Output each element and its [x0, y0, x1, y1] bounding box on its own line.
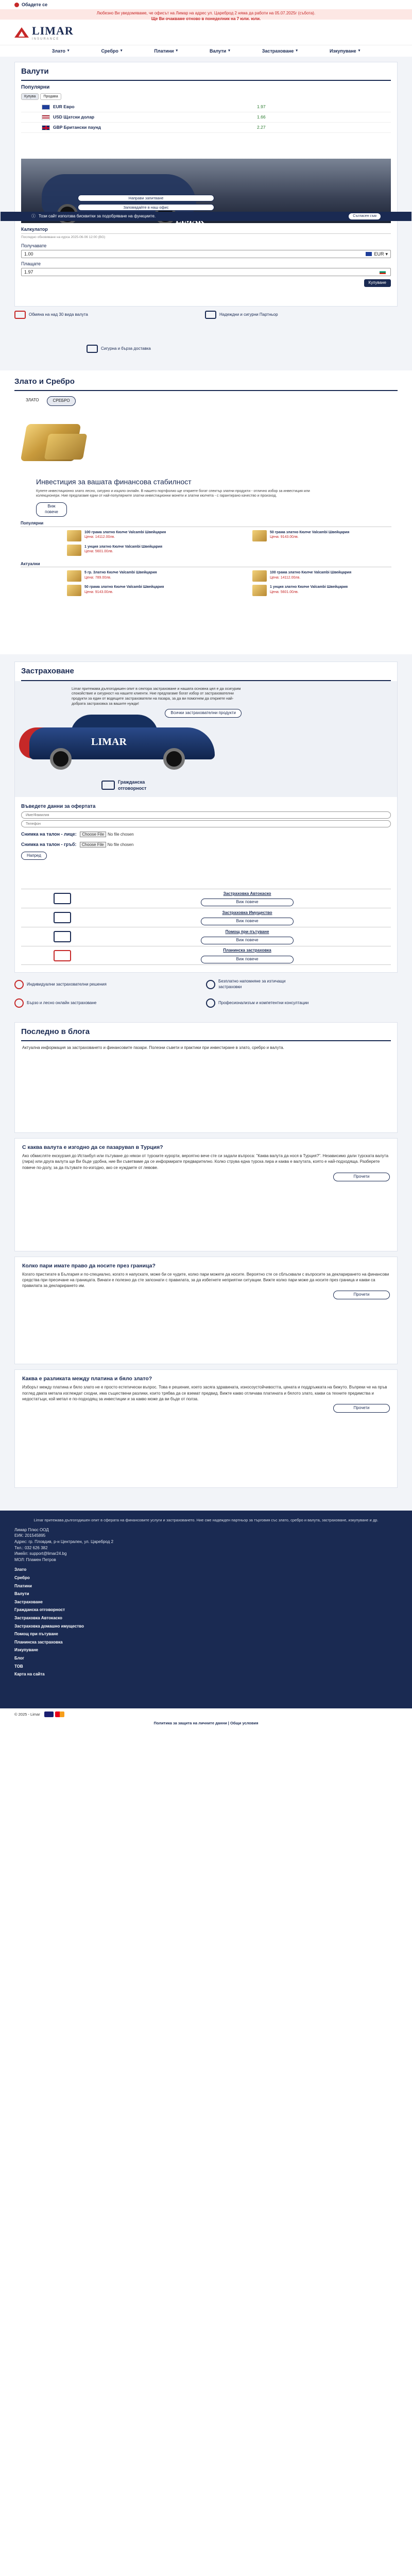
article-title[interactable]: С каква валута е изгодно да се пазаруваn в Турция? — [22, 1144, 163, 1151]
insurance-features — [14, 973, 398, 1012]
insurance-card-title[interactable]: Застраховка Имущество — [222, 910, 272, 915]
footer-link[interactable]: Помощ при пътуване — [14, 1632, 58, 1637]
article-title[interactable]: Каква е разликата между платина и бяло злато? — [22, 1376, 152, 1382]
article-title[interactable]: Колко пари имате право да носите през граница? — [22, 1262, 156, 1269]
receive-label: Получавате — [21, 243, 47, 249]
product-name: 50 грама златно Кюлче Valcambi Швейцария — [270, 530, 350, 534]
footer-link[interactable]: Застраховка Автокаско — [14, 1615, 62, 1620]
product-price: Цена: 789.00лв. — [84, 575, 111, 580]
insurance-card — [21, 908, 391, 927]
gold-bar-image — [44, 434, 88, 460]
notice-banner — [0, 9, 412, 20]
gold-headline: Инвестиция за вашата финансова стабилност — [36, 478, 192, 486]
insurance-hero — [15, 681, 397, 797]
card-more-button[interactable]: Виж повече — [201, 899, 294, 906]
footer-address — [14, 1527, 398, 1563]
file-front-row — [21, 831, 391, 838]
fx-row[interactable] — [21, 112, 391, 123]
nav-item-currency[interactable]: Валути ▾ — [210, 48, 230, 54]
delivery-icon — [87, 345, 98, 353]
receive-input[interactable] — [21, 250, 391, 258]
insurance-section — [0, 654, 412, 1022]
header — [0, 20, 412, 45]
product-thumb — [252, 585, 267, 596]
fx-row[interactable] — [21, 102, 391, 112]
calculator — [21, 223, 391, 290]
gold-hero-image — [14, 406, 398, 473]
tab-sell[interactable]: Продава — [40, 93, 61, 100]
product-name: 1 унция златно Кюлче Valcambi Швейцария — [84, 545, 163, 549]
article-card — [14, 1257, 398, 1365]
fx-value: 1.97 — [257, 104, 266, 109]
footer-link[interactable]: Валути — [14, 1591, 29, 1597]
currency-section — [0, 57, 412, 370]
popular-products — [21, 529, 391, 557]
product-name: 100 грама златно Кюлче Valcambi Швейцария — [84, 530, 166, 534]
product-item[interactable] — [21, 569, 206, 583]
tab-buy[interactable]: Купува — [21, 93, 39, 100]
all-products-button[interactable]: Всички застрахователни продукти — [165, 709, 242, 718]
offer-form — [15, 797, 397, 869]
insurance-title: Застраховане — [21, 662, 391, 681]
receive-value: 1.00 — [24, 251, 33, 257]
tab-gold[interactable]: ЗЛАТО — [21, 396, 44, 406]
online-icon — [14, 998, 24, 1008]
gold-description: Купете инвестиционно злато лесно, сигурно и изцяло онлайн. В нашето портфолио ще откриете богат спектър златни продукти - отлично избор за инвестиция или колекционери. Ние предлагаме едни от най-популярните златни инвестиционни монети и златни кюлчета - с гарантирано качество и произход. — [36, 489, 310, 498]
footer-link[interactable]: Платини — [14, 1583, 32, 1588]
phone-input[interactable] — [21, 820, 391, 827]
call-link[interactable]: Обадете се — [22, 2, 48, 7]
file-back-row — [21, 841, 391, 848]
clock-bell-icon — [206, 980, 215, 989]
currency-title: Валути — [21, 62, 391, 81]
fx-name: GBP Британски паунд — [53, 124, 101, 130]
feature-text: Бързо и лесно онлайн застраховане — [27, 1000, 97, 1005]
product-name: 100 грама златно Кюлче Valcambi Швейцария — [270, 571, 352, 575]
feature-text: Безплатно напомняне за изтичащи застраховки — [218, 979, 286, 990]
office-button[interactable]: Заповядайте в наш офис — [78, 204, 214, 211]
payment-icons — [44, 1711, 64, 1717]
product-price: Цена: 9143.00лв. — [84, 590, 113, 594]
product-price: Цена: 5601.00лв. — [270, 590, 299, 594]
card-more-button[interactable]: Виж повече — [201, 937, 294, 944]
company-address: Адрес: гр. Пловдив, р-н Централен, ул. Цареброд 2 — [14, 1539, 114, 1544]
article-text: Когато пристигате в България и по-специално, когато я напускате, може би се чудите, колко пари можете да носите. Вероятно сте се сблъсквали с въпросите за декларирането на финансови средства при пресичане на границата. Винаги е полезно да сте запознати с правилата, за да избегнете неприятни ситуации. Вижте колко пари може да носите през граница и какви са правилата за декларирането им. — [22, 1272, 389, 1289]
no-file-text: No file chosen — [108, 832, 134, 837]
product-item[interactable] — [206, 569, 391, 583]
feature-item — [206, 998, 398, 1008]
product-item[interactable] — [206, 529, 391, 543]
fx-value: 1.66 — [257, 114, 266, 120]
footer-link[interactable]: Застраховане — [14, 1599, 43, 1604]
receive-currency-select[interactable]: EUR — [374, 251, 384, 257]
feature-text: Сигурна и бърза доставка — [101, 346, 151, 351]
feature-text: Надеждни и сигурни Партньор — [219, 312, 278, 317]
product-item[interactable] — [21, 583, 206, 598]
eu-flag-icon — [42, 105, 50, 110]
product-name: 5 гр. Златно Кюлче Valcambi Швейцария — [84, 571, 157, 575]
product-thumb — [252, 530, 267, 541]
fx-name: EUR Евро — [53, 104, 75, 109]
actual-products — [21, 569, 391, 598]
logo-subtitle: INSURANCE — [32, 37, 60, 41]
product-price: Цена: 9143.00лв. — [270, 535, 299, 539]
currency-features — [14, 307, 398, 357]
product-price: Цена: 14112.00лв. — [270, 575, 301, 580]
currency-panel — [14, 62, 398, 307]
insurance-card — [21, 946, 391, 965]
name-input[interactable] — [21, 811, 391, 819]
fx-name: USD Щатски долар — [53, 114, 95, 120]
submit-button[interactable]: Напред — [21, 852, 47, 860]
footer — [0, 1511, 412, 1708]
feature-text: Индивидуални застрахователни решения — [27, 981, 107, 987]
company-manager: МОЛ: Пламен Петров — [14, 1557, 56, 1562]
pay-label: Плащате — [21, 261, 41, 267]
file-back-label: Снимка на талон - гръб: — [21, 841, 77, 847]
inquiry-button[interactable]: Направи запитване — [78, 195, 214, 201]
phone-icon — [14, 3, 19, 7]
footer-link[interactable]: Сребро — [14, 1575, 30, 1580]
product-thumb — [67, 530, 81, 541]
bottom-bar — [0, 1708, 412, 1721]
fx-row[interactable] — [21, 123, 391, 133]
nav-item-insurance[interactable]: Застраховане ▾ — [262, 48, 298, 54]
feature-text: Обмяна на над 30 вида валута — [29, 312, 88, 317]
person-shield-icon — [14, 980, 24, 989]
footer-link[interactable]: Злато — [14, 1567, 27, 1572]
see-all-gold-button[interactable]: Виж повече — [36, 502, 67, 517]
policy-links[interactable]: Политика за защита на личните данни | Общи условия — [153, 1720, 259, 1725]
car-shield-icon — [101, 781, 115, 790]
bg-flag-icon — [380, 270, 386, 274]
product-thumb — [67, 585, 81, 596]
car-icon — [54, 893, 71, 904]
pay-input[interactable] — [21, 268, 391, 276]
footer-link[interactable]: Блог — [14, 1655, 24, 1660]
feature-item — [14, 998, 206, 1008]
nav-item-gold[interactable]: Злато ▾ — [52, 48, 70, 54]
no-file-text: No file chosen — [107, 842, 134, 847]
civil-liability-label: Гражданска отговорност — [118, 779, 147, 791]
insurance-panel — [14, 662, 398, 973]
feature-item — [14, 311, 148, 319]
offer-form-title: Въведете данни за офертата — [21, 803, 96, 809]
footer-link[interactable]: Планинска застраховка — [14, 1639, 63, 1645]
cookie-banner — [1, 212, 411, 221]
info-icon: ⓘ — [31, 213, 36, 218]
footer-link[interactable]: Гражданска отговорност — [14, 1607, 65, 1613]
product-thumb — [67, 570, 81, 582]
footer-links — [14, 1566, 398, 1678]
buy-button[interactable]: Купуване — [364, 279, 391, 287]
visa-icon — [44, 1711, 54, 1717]
file-front-label: Снимка на талон - лице: — [21, 832, 77, 837]
card-more-button[interactable]: Виж повече — [201, 956, 294, 963]
copyright: © 2025 - Limar — [14, 1711, 40, 1717]
feature-item — [14, 980, 206, 989]
product-price: Цена: 5601.00лв. — [84, 549, 113, 553]
product-name: 1 унция златно Кюлче Valcambi Швейцария — [270, 585, 348, 589]
read-more-button[interactable]: Прочети — [333, 1173, 390, 1181]
consultant-icon — [206, 998, 215, 1008]
product-name: 50 грама златно Кюлче Valcambi Швейцария — [84, 585, 164, 589]
product-thumb — [252, 570, 267, 582]
eu-flag-icon — [366, 252, 372, 256]
choose-file-front-button[interactable]: Choose File — [80, 832, 106, 837]
mountain-tree-icon — [54, 950, 71, 961]
blog-intro: Актуална информация за застраховането и финансовите пазари. Полезни съвети и практики при инвестиране в злато, сребро и валута. — [22, 1045, 284, 1050]
logo-icon — [14, 27, 29, 38]
car-wheel — [50, 748, 72, 770]
article-card — [14, 1369, 398, 1488]
calculator-note: Последно обновяване на курса 2025-06-06 12:00 (BG) — [21, 235, 106, 240]
insurance-card — [21, 927, 391, 946]
gold-section — [0, 370, 412, 654]
footer-intro: Limar притежава дългогодишен опит в сферата на финансовите услуги и застраховането. Ние сме надежден партньор за търговия със злато, сребро и валута, застраховане, изкупуване и др. — [33, 1517, 379, 1522]
mastercard-icon — [55, 1711, 64, 1717]
blog-panel — [14, 1022, 398, 1133]
article-text: Ако обмисляте екскурзия до Истанбул или пътуване до някои от турските курорти, вероятно вече сте си задали въпроса: "Каква валута да нося в Турция?". Независимо дали турската валута (лира) или друга валута ще Ви бъде удобна, ние Ви съветваме да се информирате предварително. Колко струва една турска лира и каква е валутата, която е най-подходяща. Разберете повече по-долу, за да пътувате по-изгодно, ако се нуждаете от левове. — [22, 1154, 389, 1170]
product-item[interactable] — [206, 583, 391, 598]
calculator-title: Калкулатор — [21, 226, 391, 234]
article-card — [14, 1138, 398, 1251]
pay-value: 1.97 — [24, 269, 33, 275]
cookie-text: Този сайт използва бисквитки за подобряване на функциите. — [39, 213, 156, 218]
footer-link[interactable]: Карта на сайта — [14, 1672, 45, 1677]
feature-text: Професионализъм и компетентни консултации — [218, 1000, 309, 1005]
product-item[interactable] — [21, 543, 206, 557]
fx-value: 2.27 — [257, 124, 266, 130]
blog-section — [0, 1022, 412, 1511]
article-text: Изборът между платина и бяло злато не е просто естетически въпрос. Това е решение, което засяга здравината, износоустойчивостта, цената и поддръжката на бижуто. Въпреки че на пръв поглед двата метала изглеждат сходни, има съществени разлики, които трябва да се вземат предвид. Вижте какво отличава платината и бялото злато, какви са техните предимства и недостатъци, кой метал е по-подходящ за инвестиции и за какво може да ви бъде от полза. — [22, 1385, 387, 1401]
insurance-car-image — [19, 712, 215, 769]
popular-title: Популярни — [21, 521, 391, 527]
us-flag-icon — [42, 115, 50, 120]
tow-truck-icon — [54, 931, 71, 942]
uk-flag-icon — [42, 125, 50, 130]
read-more-button[interactable]: Прочети — [333, 1291, 390, 1299]
logo[interactable] — [14, 23, 74, 41]
feature-item — [206, 979, 398, 990]
insurance-description: Limar притежава дългогодишен опит в сектора застраховане и нашата основна цел е да осигурим спокойствие и сигурност на нашите клиенти. Ние предлагаме богат избор от застрахователни продукти за един от водещите застрахователи на пазара, за да ви помогнем да откриете най-добрата застраховка за вашите нужди! — [72, 686, 241, 706]
company-phone[interactable]: Тел.: 032 626 382 — [14, 1545, 48, 1550]
blog-title: Последно в блога — [21, 1023, 391, 1041]
nav-item-platinum[interactable]: Платини ▾ — [154, 48, 178, 54]
feature-item — [205, 311, 339, 319]
insurance-card-title[interactable]: Планинска застраховка — [223, 948, 271, 953]
footer-link[interactable]: Изкупуване — [14, 1648, 39, 1653]
main-nav — [0, 45, 412, 57]
cookie-accept-button[interactable]: Съгласен съм — [349, 213, 381, 219]
product-item[interactable] — [21, 529, 206, 543]
company-name: Лимар Плюс ООД — [14, 1527, 49, 1532]
chevron-down-icon: ▾ — [385, 251, 388, 257]
fx-list-title: Популярни — [21, 84, 50, 91]
insurance-card-title[interactable]: Застраховка Автокаско — [223, 891, 271, 896]
footer-link[interactable]: ТОВ — [14, 1664, 23, 1669]
footer-link[interactable]: Застраховка домашно имущество — [14, 1623, 84, 1629]
read-more-button[interactable]: Прочети — [333, 1404, 390, 1413]
car-brand-text: LIMAR — [91, 736, 127, 748]
company-email[interactable]: Имейл: support@limar24.bg — [14, 1551, 67, 1556]
tab-silver[interactable]: СРЕБРО — [47, 396, 75, 406]
exchange-icon — [14, 311, 26, 319]
product-price: Цена: 14112.00лв. — [84, 535, 115, 539]
fx-list — [21, 81, 391, 133]
handshake-icon — [205, 311, 216, 319]
house-icon — [54, 912, 71, 923]
feature-item — [87, 345, 220, 353]
car-wheel — [163, 748, 185, 770]
company-eik: ЕИК: 201545895 — [14, 1533, 46, 1538]
logo-text: LIMAR — [32, 24, 74, 38]
nav-item-buyback[interactable]: Изкупуване ▾ — [330, 48, 360, 54]
card-more-button[interactable]: Виж повече — [201, 918, 294, 925]
topbar — [0, 0, 412, 9]
gold-title: Злато и Сребро — [14, 372, 398, 391]
insurance-card — [21, 889, 391, 908]
notice-line-1: Любезно Ви уведомяваме, че офисът на Лимар на адрес ул. Цареброд 2 няма да работи на 05.07.2025г (събота). — [96, 11, 316, 15]
product-thumb — [67, 545, 81, 556]
insurance-card-title[interactable]: Помощ при пътуване — [225, 929, 269, 934]
actual-title: Актуални — [21, 562, 391, 568]
nav-item-silver[interactable]: Сребро ▾ — [101, 48, 122, 54]
notice-line-2: Ще Ви очакваме отново в понеделник на 7 юли. юли. — [151, 16, 261, 21]
choose-file-back-button[interactable]: Choose File — [80, 842, 106, 848]
